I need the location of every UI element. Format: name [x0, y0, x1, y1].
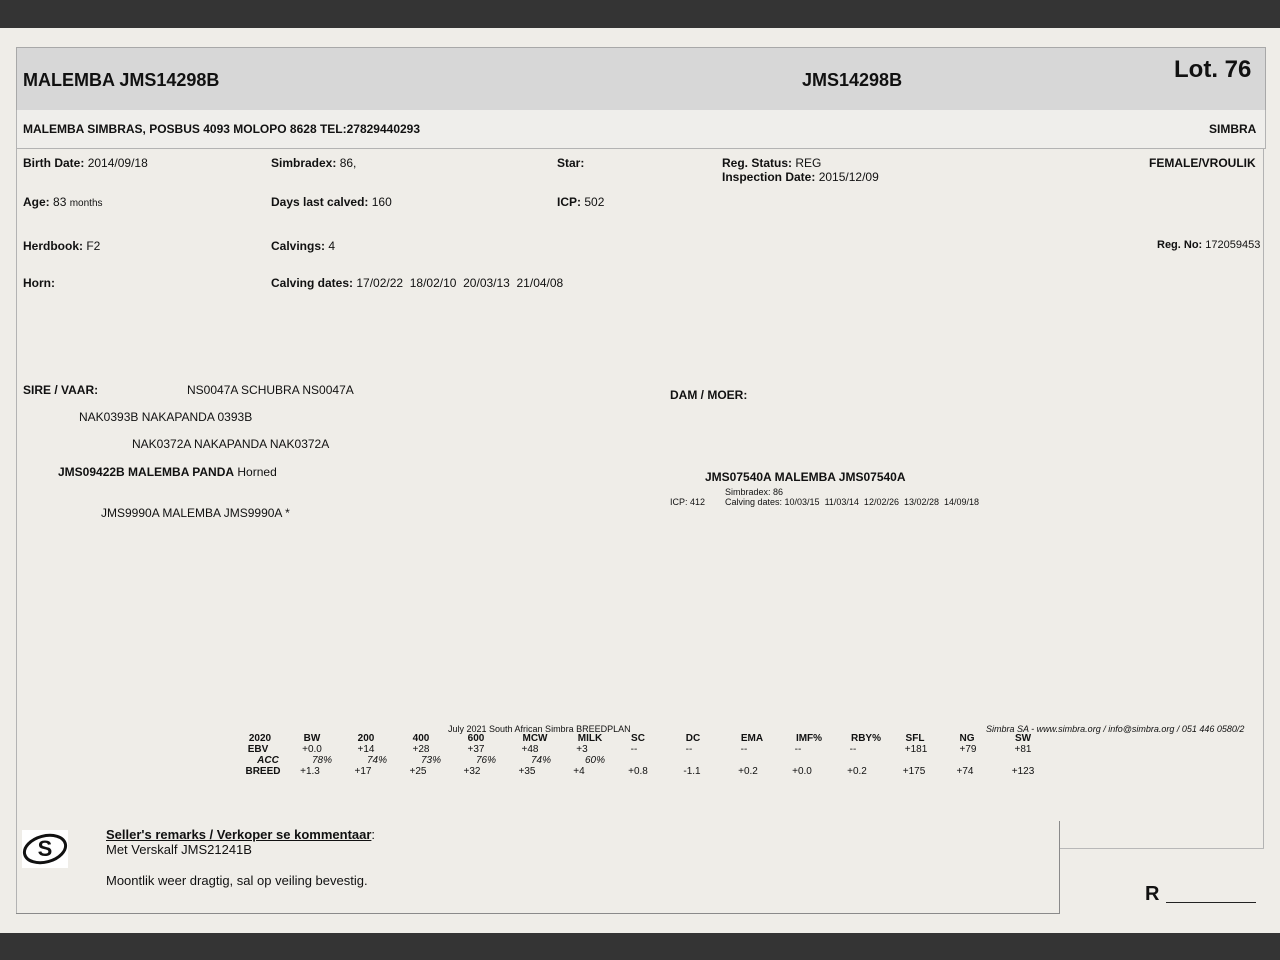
bp-breed-600: +32	[463, 766, 481, 777]
sire-name: JMS09422B MALEMBA PANDA	[58, 465, 235, 479]
breedplan-title: July 2021 South African Simbra BREEDPLAN	[448, 724, 631, 734]
bp-breed-imf: +0.0	[792, 766, 812, 777]
dam-label: DAM / MOER:	[670, 388, 748, 402]
bp-breed-400: +25	[409, 766, 427, 777]
bp-col-400: 400	[412, 733, 430, 744]
bp-breed-rby: +0.2	[847, 766, 867, 777]
remarks-heading	[106, 827, 375, 842]
bp-ebv-ema: --	[740, 744, 748, 755]
remarks-line-1: Met Verskalf JMS21241B	[106, 842, 252, 857]
reg-status-value: REG	[795, 156, 822, 170]
bp-ebv-bw: +0.0	[302, 744, 322, 755]
simbradex	[271, 156, 356, 170]
frame-left	[16, 148, 17, 914]
bp-col-200: 200	[357, 733, 375, 744]
icp	[557, 195, 604, 209]
dam-calving-dates: Calving dates: 10/03/15 11/03/14 12/02/26 13/02/28 14/09/18	[725, 497, 980, 507]
calving-dates	[271, 276, 563, 290]
reg-no-label: Reg. No:	[1157, 239, 1203, 251]
dam-name: JMS07540A MALEMBA JMS07540A	[705, 470, 906, 484]
bp-breed-200: +17	[354, 766, 372, 777]
bp-ebv-600: +37	[467, 744, 485, 755]
days-last-calved	[271, 195, 392, 209]
breedplan-acc-row	[0, 755, 1280, 766]
breed: SIMBRA	[1209, 122, 1257, 136]
age	[23, 195, 103, 209]
animal-id: JMS14298B	[802, 70, 903, 90]
bp-ebv-200: +14	[357, 744, 375, 755]
bp-col-year: 2020	[248, 733, 272, 744]
bp-ebv-400: +28	[412, 744, 430, 755]
svg-text:S: S	[37, 836, 53, 861]
sire-line-3: NAK0372A NAKAPANDA NAK0372A	[132, 437, 330, 451]
bp-col-imf: IMF%	[795, 733, 823, 744]
simbra-logo-icon	[22, 830, 68, 868]
remarks-line-2: Moontlik weer dragtig, sal op veiling bevestig.	[106, 873, 368, 888]
bp-breed-mcw: +35	[518, 766, 536, 777]
bp-breed-dc: -1.1	[683, 766, 701, 777]
bp-breed-sc: +0.8	[628, 766, 648, 777]
bp-ebv-dc: --	[685, 744, 693, 755]
bp-acc-mcw: 74%	[530, 755, 551, 766]
remarks-heading-text: Seller's remarks / Verkoper se kommentaar	[106, 827, 372, 842]
bp-ebv-label: EBV	[247, 744, 269, 755]
icp-value: 502	[584, 195, 605, 209]
bp-acc-400: 73%	[420, 755, 441, 766]
bp-ebv-sfl: +181	[904, 744, 928, 755]
herdbook-label: Herdbook:	[23, 239, 83, 253]
calving-dates-label: Calving dates:	[271, 276, 354, 290]
simbradex-label: Simbradex:	[271, 156, 337, 170]
animal-name: MALEMBA JMS14298B	[23, 70, 220, 90]
horn-label: Horn:	[23, 276, 55, 290]
bp-acc-bw: 78%	[311, 755, 332, 766]
bp-ebv-mcw: +48	[521, 744, 539, 755]
simbra-logo	[22, 830, 68, 868]
bp-ebv-rby: --	[849, 744, 857, 755]
inspection-value: 2015/12/09	[818, 170, 879, 184]
bp-breed-ng: +74	[956, 766, 974, 777]
dam-simbradex: Simbradex: 86	[725, 487, 784, 497]
simbradex-value: 86,	[339, 156, 357, 170]
top-dark-bar	[0, 0, 1280, 28]
inspection-date	[722, 170, 879, 184]
bp-ebv-sw: +81	[1014, 744, 1032, 755]
price-entry-line[interactable]	[1166, 902, 1256, 903]
bp-breed-sw: +123	[1011, 766, 1035, 777]
reg-status-label: Reg. Status:	[722, 156, 793, 170]
days-calved-value: 160	[371, 195, 392, 209]
birth-date-label: Birth Date:	[23, 156, 85, 170]
bp-acc-milk: 60%	[584, 755, 605, 766]
bp-acc-label: ACC	[257, 755, 279, 766]
bp-col-mcw: MCW	[522, 733, 548, 744]
reg-status	[722, 156, 821, 170]
bp-col-sc: SC	[631, 733, 645, 744]
bp-ebv-ng: +79	[959, 744, 977, 755]
bp-col-bw: BW	[303, 733, 321, 744]
remarks-heading-colon: :	[371, 827, 376, 842]
herdbook	[23, 239, 100, 253]
age-value: 83	[53, 195, 67, 209]
herdbook-value: F2	[86, 239, 101, 253]
bottom-dark-bar	[0, 933, 1280, 960]
days-calved-label: Days last calved:	[271, 195, 369, 209]
sire-dam: JMS9990A MALEMBA JMS9990A *	[101, 506, 290, 520]
sire-sire: NS0047A SCHUBRA NS0047A	[187, 383, 354, 397]
price-box-top-line	[1060, 848, 1264, 849]
sire-horn: Horned	[237, 465, 277, 479]
bp-ebv-milk: +3	[576, 744, 588, 755]
breedplan-breed-row	[0, 766, 1280, 777]
bp-breed-ema: +0.2	[738, 766, 758, 777]
owner-line: MALEMBA SIMBRAS, POSBUS 4093 MOLOPO 8628 TEL:27829440293	[23, 122, 421, 136]
inspection-label: Inspection Date:	[722, 170, 816, 184]
age-label: Age:	[23, 195, 50, 209]
age-unit: months	[69, 198, 103, 209]
calvings-label: Calvings:	[271, 239, 326, 253]
bp-breed-sfl: +175	[902, 766, 926, 777]
lot-number: Lot. 76	[1174, 56, 1252, 83]
bp-breed-label: BREED	[245, 766, 281, 777]
bp-acc-200: 74%	[366, 755, 387, 766]
star-label: Star:	[557, 156, 585, 170]
bp-ebv-sc: --	[630, 744, 638, 755]
dam-icp: ICP: 412	[670, 497, 706, 507]
bp-col-milk: MILK	[577, 733, 603, 744]
birth-date-value: 2014/09/18	[87, 156, 148, 170]
breedplan-ebv-row	[0, 744, 1280, 755]
reg-no	[1157, 239, 1260, 251]
icp-label: ICP:	[557, 195, 581, 209]
bp-col-rby: RBY%	[850, 733, 881, 744]
calvings-value: 4	[328, 239, 336, 253]
remarks-border-right	[1059, 821, 1060, 914]
bp-col-sw: SW	[1014, 733, 1032, 744]
bp-col-dc: DC	[685, 733, 701, 744]
reg-no-value: 172059453	[1205, 239, 1261, 251]
birth-date	[23, 156, 148, 170]
sex: FEMALE/VROULIK	[1149, 156, 1256, 170]
lot-sheet	[0, 28, 1280, 933]
sire-line-2: NAK0393B NAKAPANDA 0393B	[79, 410, 253, 424]
calving-dates-value: 17/02/22 18/02/10 20/03/13 21/04/08	[356, 276, 564, 290]
remarks-border-bottom	[16, 913, 1060, 914]
calvings	[271, 239, 335, 253]
sire	[58, 465, 277, 479]
sire-label: SIRE / VAAR:	[23, 383, 99, 397]
bp-col-ema: EMA	[740, 733, 764, 744]
bp-col-sfl: SFL	[905, 733, 925, 744]
price-prefix: R	[1145, 883, 1160, 905]
bp-col-600: 600	[467, 733, 485, 744]
bp-breed-milk: +4	[573, 766, 585, 777]
breedplan-header-row	[0, 733, 1280, 744]
bp-acc-600: 76%	[475, 755, 496, 766]
breedplan-table	[0, 733, 1280, 779]
bp-col-ng: NG	[959, 733, 975, 744]
breedplan-contact: Simbra SA - www.simbra.org / info@simbra.org / 051 446 0580/2	[986, 724, 1245, 734]
bp-ebv-imf: --	[794, 744, 802, 755]
bp-breed-bw: +1.3	[300, 766, 320, 777]
